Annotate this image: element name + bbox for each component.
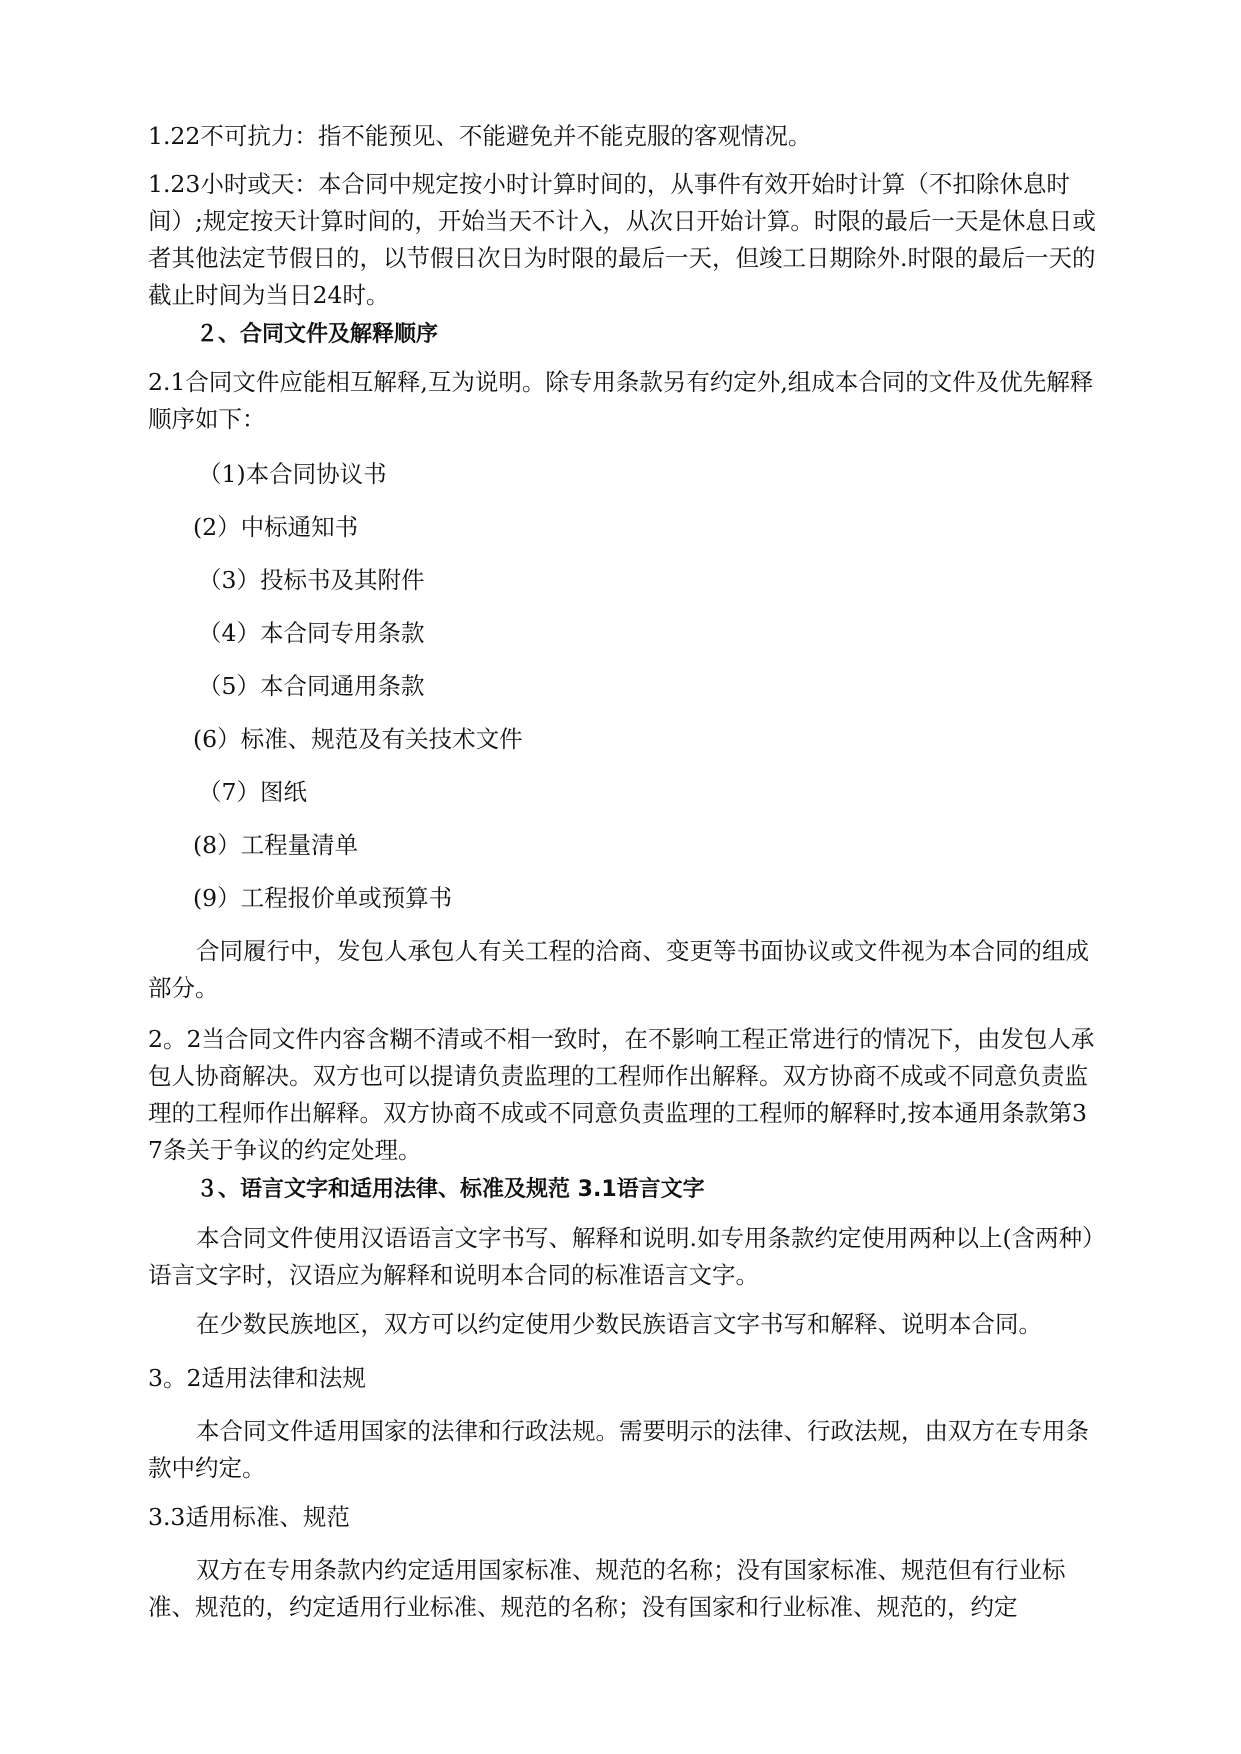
clause-2-2: 2。2当合同文件内容含糊不清或不相一致时，在不影响工程正常进行的情况下，由发包人承包人协商解决。双方也可以提请负责监理的工程师作出解释。双方协商不成或不同意负责监理的工程师作出解释。双方协商不成或不同意负责监理的工程师的解释时,按本通用条款第37条关于争议的约定处理。 [148,1025,1095,1164]
clause-3-2: 本合同文件适用国家的法律和行政法规。需要明示的法律、行政法规，由双方在专用条款中约定。 [148,1417,1089,1482]
list-item: （1)本合同协议书 [198,460,387,488]
list-item: (2）中标通知书 [193,513,359,541]
clause-3-1-language: 本合同文件使用汉语语言文字书写、解释和说明.如专用条款约定使用两种以上(含两种）语言文字时，汉语应为解释和说明本合同的标准语言文字。 [148,1224,1094,1289]
clause-1-23: 1.23小时或天：本合同中规定按小时计算时间的，从事件有效开始时计算（不扣除休息时间）;规定按天计算时间的，开始当天不计入，从次日开始计算。时限的最后一天是休息日或者其他法定节假日的，以节假日次日为时限的最后一天，但竣工日期除外.时限的最后一天的截止时间为当日24时。 [148,170,1096,309]
list-item: （7）图纸 [198,778,307,806]
section-heading-3: ３、语言文字和适用法律、标准及规范 3.1语言文字 [196,1177,705,1202]
clause-2-1: 2.1合同文件应能相互解释,互为说明。除专用条款另有约定外,组成本合同的文件及优先解释顺序如下： [148,368,1094,433]
clause-3-3: 双方在专用条款内约定适用国家标准、规范的名称；没有国家标准、规范但有行业标准、规范的，约定适用行业标准、规范的名称；没有国家和行业标准、规范的，约定 [148,1556,1066,1621]
section-heading-2: ２、合同文件及解释顺序 [196,322,439,347]
list-item: （3）投标书及其附件 [198,566,425,594]
list-item: (6）标准、规范及有关技术文件 [193,725,523,753]
list-item: （5）本合同通用条款 [198,672,425,700]
clause-3-2-title: 3。2适用法律和法规 [148,1364,366,1392]
clause-3-1-minority: 在少数民族地区，双方可以约定使用少数民族语言文字书写和解释、说明本合同。 [196,1310,1042,1338]
clause-1-22: 1.22不可抗力：指不能预见、不能避免并不能克服的客观情况。 [148,122,812,150]
list-item: （4）本合同专用条款 [198,619,425,647]
list-item: (9）工程报价单或预算书 [193,884,453,912]
clause-performance: 合同履行中，发包人承包人有关工程的洽商、变更等书面协议或文件视为本合同的组成部分。 [148,937,1089,1002]
list-item: (8）工程量清单 [193,831,359,859]
clause-3-3-title: 3.3适用标准、规范 [148,1503,350,1531]
